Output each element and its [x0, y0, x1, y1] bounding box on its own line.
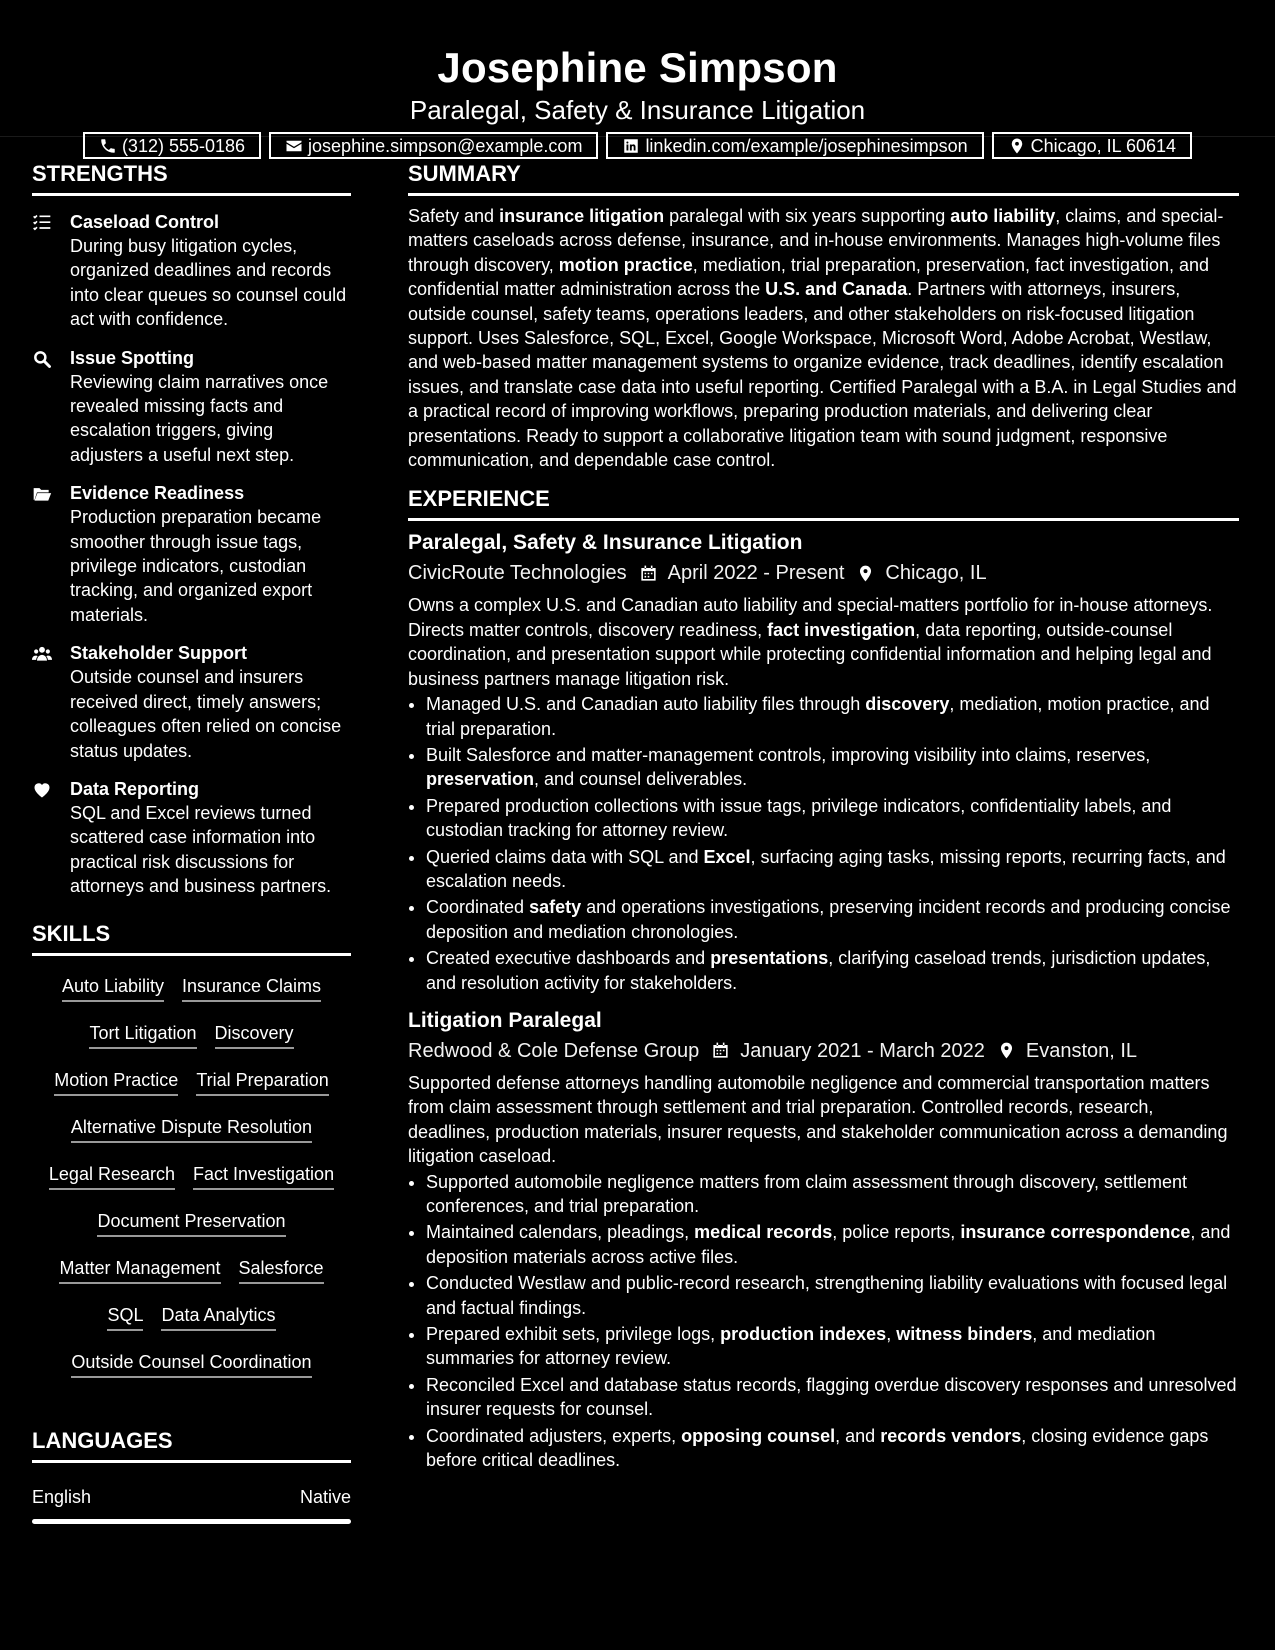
- resume-header: [0, 0, 1275, 156]
- bold-keyword: insurance correspondence: [960, 1222, 1191, 1243]
- job-meta: [408, 559, 1239, 587]
- skill-tag: Salesforce: [239, 1256, 324, 1284]
- resume-body: [0, 137, 1275, 1524]
- bold-keyword: fact investigation: [767, 619, 916, 640]
- strength-title: Evidence Readiness: [70, 483, 245, 504]
- job-bullet: • Reconciled Excel and database status records, flagging overdue discovery responses and unresolved insurer requests for counsel.: [426, 1373, 1239, 1422]
- job-dates: April 2022 - Present: [667, 562, 845, 585]
- strength-desc: Production preparation became smoother through issue tags, privilege indicators, custodian tracking, and organized export materials.: [70, 507, 322, 625]
- job-entry: [408, 529, 1239, 995]
- strength-title: Stakeholder Support: [70, 643, 248, 664]
- skill-tag: Document Preservation: [97, 1209, 285, 1237]
- bold-keyword: discovery: [865, 694, 950, 715]
- strength-item: [32, 481, 351, 627]
- strength-desc: Outside counsel and insurers received direct, timely answers; colleagues often relied on concise status updates.: [70, 667, 342, 761]
- bold-keyword: insurance litigation: [499, 206, 665, 226]
- bold-keyword: safety: [529, 897, 582, 918]
- bold-keyword: production indexes: [720, 1324, 887, 1345]
- strength-item: [32, 346, 351, 468]
- job-description: Supported defense attorneys handling automobile negligence and commercial transportation matters from claim assessment through settlement and trial preparation. Controlled records, research, deadlines, production materials, insurer requests, and stakeholder communication across a demanding litigation caseload.: [408, 1072, 1228, 1167]
- bold-keyword: opposing counsel: [681, 1425, 836, 1446]
- strength-body: [70, 641, 351, 763]
- strength-item: [32, 210, 351, 332]
- experience-heading: EXPERIENCE: [408, 486, 1239, 521]
- bold-keyword: motion practice: [558, 254, 693, 275]
- bold-keyword: medical records: [694, 1222, 833, 1243]
- map-pin-icon: [997, 1041, 1016, 1060]
- strength-icon-wrap: [32, 777, 70, 899]
- summary-text: Safety and insurance litigation paralegal with six years supporting auto liability, claims, and special-matters caseloads across defense, insurance, and in-house environments. Manages high-volume files through discovery, motion practice, mediation, trial preparation, preservation, fact investigation, and confidential matter administration across the U.S. and Canada. Partners with attorneys, insurers, outside counsel, safety teams, operations leaders, and other stakeholders on risk-focused litigation support. Uses Salesforce, SQL, Excel, Google Workspace, Microsoft Word, Adobe Acrobat, Westlaw, and web-based matter management systems to organize evidence, track deadlines, identify escalation issues, and translate case data into useful reporting. Certified Paralegal with a B.A. in Legal Studies and a practical record of improving workflows, preparing production materials, and delivering clear presentations. Ready to support a collaborative litigation team with sound judgment, responsive communication, and dependable case control.: [408, 206, 1237, 471]
- folder-open-icon: [32, 484, 52, 504]
- skill-tag: Motion Practice: [54, 1068, 178, 1096]
- skill-tag: Alternative Dispute Resolution: [71, 1115, 312, 1143]
- strengths-list: [32, 210, 351, 899]
- search-icon: [32, 349, 52, 369]
- skills-list: [32, 974, 351, 1378]
- calendar-icon: [639, 564, 658, 583]
- language-proficiency-bar: [32, 1519, 351, 1524]
- strength-icon-wrap: [32, 481, 70, 627]
- job-bullet: • Queried claims data with SQL and Excel, surfacing aging tasks, missing reports, recurring facts, and escalation needs.: [426, 845, 1239, 894]
- location-text: Chicago, IL 60614: [1030, 135, 1177, 156]
- summary-heading: SUMMARY: [408, 161, 1239, 196]
- jobs-list: [408, 529, 1239, 1472]
- bold-keyword: presentations: [710, 948, 829, 969]
- language-name: English: [32, 1486, 92, 1507]
- calendar-icon: [711, 1041, 730, 1060]
- skill-tag: Outside Counsel Coordination: [71, 1350, 311, 1378]
- job-dates: January 2021 - March 2022: [740, 1039, 985, 1062]
- job-bullets: [408, 1170, 1239, 1473]
- language-item: [32, 1485, 351, 1524]
- strength-desc: Reviewing claim narratives once revealed missing facts and escalation triggers, giving adjusters a useful next step.: [70, 371, 329, 465]
- job-bullet: • Maintained calendars, pleadings, medical records, police reports, insurance correspondence, and deposition materials across active files.: [426, 1220, 1239, 1269]
- strength-icon-wrap: [32, 641, 70, 763]
- job-meta: [408, 1037, 1239, 1065]
- skill-tag: Matter Management: [59, 1256, 220, 1284]
- skill-tag: Discovery: [215, 1021, 294, 1049]
- strength-body: [70, 210, 351, 332]
- job-bullet: • Supported automobile negligence matters from claim assessment through discovery, settlement conferences, and trial preparation.: [426, 1170, 1239, 1219]
- strength-title: Caseload Control: [70, 212, 220, 232]
- job-bullet: • Built Salesforce and matter-management controls, improving visibility into claims, reserves, preservation, and counsel deliverables.: [426, 743, 1239, 792]
- candidate-name: Josephine Simpson: [437, 44, 838, 91]
- skill-tag: Insurance Claims: [182, 974, 321, 1002]
- strength-body: [70, 346, 351, 468]
- skill-tag: Trial Preparation: [196, 1068, 328, 1096]
- strength-item: [32, 777, 351, 899]
- skill-tag: Legal Research: [49, 1162, 175, 1190]
- job-bullets: [408, 692, 1239, 995]
- job-bullet: • Coordinated safety and operations investigations, preserving incident records and producing concise deposition and mediation chronologies.: [426, 895, 1239, 944]
- email-text: josephine.simpson@example.com: [308, 135, 583, 156]
- users-icon: [32, 644, 52, 664]
- job-bullet: • Conducted Westlaw and public-record research, strengthening liability evaluations with focused legal and factual findings.: [426, 1271, 1239, 1320]
- job-title: Litigation Paralegal: [408, 1008, 602, 1032]
- bold-keyword: auto liability: [950, 206, 1056, 226]
- strength-body: [70, 481, 351, 627]
- strength-body: [70, 777, 351, 899]
- job-location: Chicago, IL: [885, 562, 987, 585]
- languages-heading: LANGUAGES: [32, 1428, 351, 1463]
- languages-list: [32, 1485, 351, 1524]
- job-company: Redwood & Cole Defense Group: [408, 1039, 700, 1062]
- left-column: [32, 137, 351, 1524]
- strengths-heading: STRENGTHS: [32, 161, 351, 196]
- job-bullet: • Managed U.S. and Canadian auto liability files through discovery, mediation, motion practice, and trial preparation.: [426, 692, 1239, 741]
- skill-tag: SQL: [107, 1303, 143, 1331]
- strength-icon-wrap: [32, 346, 70, 468]
- skill-tag: Tort Litigation: [89, 1021, 196, 1049]
- job-title: Paralegal, Safety & Insurance Litigation: [408, 531, 803, 555]
- skill-tag: Fact Investigation: [193, 1162, 334, 1190]
- map-pin-icon: [856, 564, 875, 583]
- linkedin-text: linkedin.com/example/josephinesimpson: [645, 135, 968, 156]
- strength-desc: During busy litigation cycles, organized deadlines and records into clear queues so counsel could act with confidence.: [70, 236, 347, 330]
- job-entry: [408, 1007, 1239, 1473]
- job-description: Owns a complex U.S. and Canadian auto liability and special-matters portfolio for in-house attorneys. Directs matter controls, discovery readiness, fact investigation, data reporting, outside-counsel coordination, and presentation support while protecting confidential information and helping legal and business partners manage litigation risk.: [408, 595, 1213, 689]
- strength-title: Data Reporting: [70, 778, 200, 799]
- heart-icon: [32, 780, 52, 800]
- bold-keyword: witness binders: [896, 1324, 1033, 1345]
- skills-heading: SKILLS: [32, 921, 351, 956]
- job-bullet: • Coordinated adjusters, experts, opposing counsel, and records vendors, closing evidence gaps before critical deadlines.: [426, 1424, 1239, 1473]
- candidate-title: Paralegal, Safety & Insurance Litigation: [409, 95, 866, 125]
- skill-tag: Data Analytics: [161, 1303, 275, 1331]
- strength-icon-wrap: [32, 210, 70, 332]
- phone-text: (312) 555-0186: [121, 135, 246, 156]
- list-check-icon: [32, 213, 52, 233]
- job-company: CivicRoute Technologies: [408, 562, 627, 585]
- bold-keyword: records vendors: [880, 1425, 1022, 1446]
- strength-title: Issue Spotting: [70, 347, 195, 368]
- strength-item: [32, 641, 351, 763]
- right-column: [408, 137, 1239, 1524]
- bold-keyword: Excel: [703, 846, 751, 867]
- bold-keyword: preservation: [426, 769, 535, 790]
- job-location: Evanston, IL: [1025, 1039, 1138, 1062]
- job-bullet: • Prepared production collections with issue tags, privilege indicators, confidentiality labels, and custodian tracking for attorney review.: [426, 794, 1239, 843]
- job-bullet: • Created executive dashboards and presentations, clarifying caseload trends, jurisdiction updates, and resolution activity for stakeholders.: [426, 946, 1239, 995]
- strength-desc: SQL and Excel reviews turned scattered case information into practical risk discussions for attorneys and business partners.: [70, 802, 332, 897]
- job-bullet: • Prepared exhibit sets, privilege logs, production indexes, witness binders, and mediation summaries for attorney review.: [426, 1322, 1239, 1371]
- bold-keyword: U.S. and Canada: [765, 279, 908, 300]
- skill-tag: Auto Liability: [62, 974, 164, 1002]
- language-level: Native: [299, 1486, 351, 1507]
